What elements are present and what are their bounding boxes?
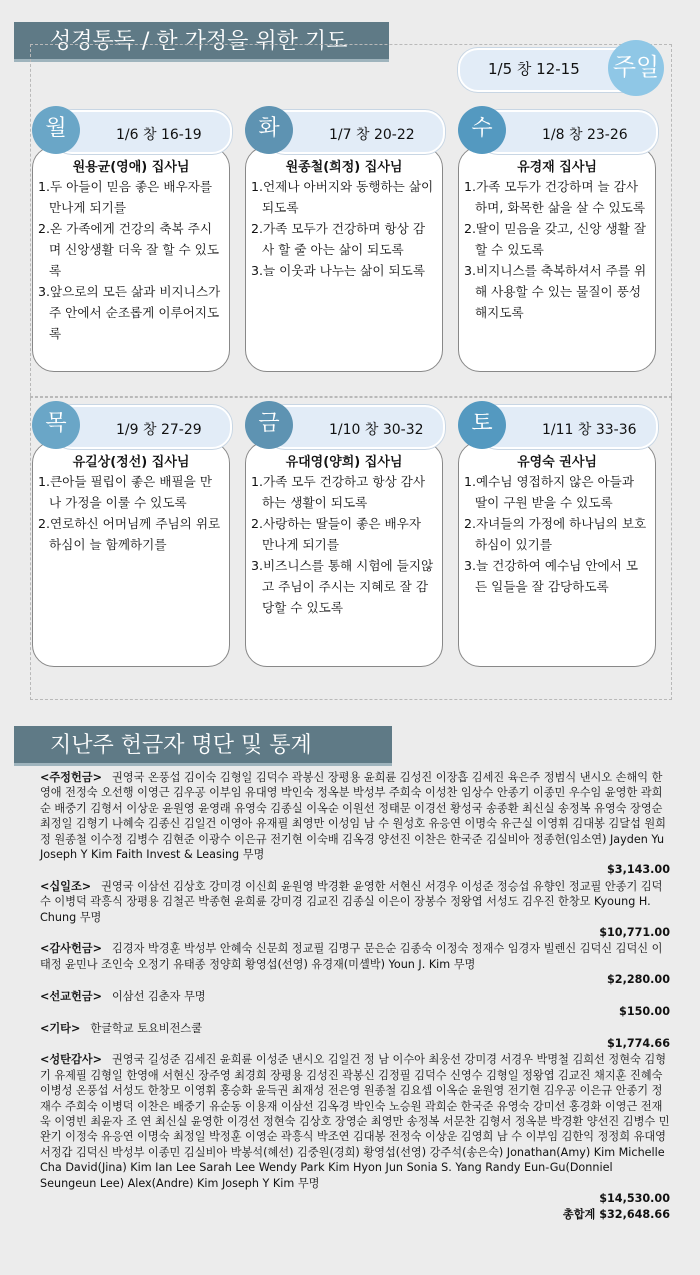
donor-text: 권영국 길성준 김세진 윤희륜 이성준 낸시오 김일건 정 남 이수아 최웅선 강미경 서경우 박명철 김희선 정현숙 김형기 유제필 김형일 한영애 서현신 장주영 최경희 장평용 김성진 곽봉신 김정필 김덕수 신영수 김형일 정왕엽 김교진 채지훈 진혜숙 이병성 온풍섭 서성도 한창모 이영휘 홍승화 윤득권 최재성 전은영 원종철 김요셉 이옥순 윤원영 전기현 김우공 이은규 안종기 정재수 주희숙 이병덕 이찬은 배중기 유순동 이용재 이삼선 김옥경 박인숙 노승원 곽희순 한국준 유영숙 강미선 홍경화 이영근 전재욱 이영빈 최윤자 조 연 최신실 윤영한 이경선 정현숙 김상호 장영순 최영만 송정복 서문찬 김형서 정옥분 박경환 양선진 김병수 민완기 이정숙 유응연 이명숙 최정일 박정훈 이영순 곽흥식 박조연 김대봉 전정숙 이상운 김영희 남 수 이부임 김한익 정정희 유대영 서정갑 김덕신 박성부 이종민 김실비아 박봉석(혜선) 김중원(경희) 황영섭(선영) 강주석(송은숙) Jonathan(Amy) Kim Michelle Cha David(Jina) Kim Ian Lee Sarah Lee Wendy Park Kim Hyon Jun Sonia S. Yang Randy Eun-Gu(Donniel Seungeun Lee) Alex(Andre) Kim Joseph Y Kim 무명 <box>40 1053 670 1190</box>
prayer-item: 2.연로하신 어머님께 주님의 위로하심이 늘 함께하기를 <box>38 516 221 552</box>
prayer-list <box>464 471 650 597</box>
offering-label: <감사헌금> <box>40 942 102 956</box>
prayer-card <box>245 110 443 372</box>
offering-label: <기타> <box>40 1021 81 1035</box>
offering-amount: $1,774.66 <box>607 1036 670 1050</box>
donor-text: 김경자 박경훈 박성부 안혜숙 신문희 정교필 김명구 문은순 김종숙 이정숙 정재수 임경자 빌렌신 김덕신 김덕신 이태정 윤민나 조인숙 오정기 유태종 정양희 황영섭(선영) 유경재(미셸박) Youn J. Kim 무명 <box>40 942 663 971</box>
day-badge: 수 <box>458 106 506 154</box>
family-name: 유대영(양희) 집사님 <box>285 455 403 470</box>
prayer-list <box>251 471 437 618</box>
donor-names <box>40 941 670 972</box>
offering-amount: $2,280.00 <box>607 973 670 987</box>
scripture-ref: 1/6 창 16-19 <box>116 127 202 143</box>
scripture-ref: 1/9 창 27-29 <box>116 422 202 438</box>
family-name: 유영숙 권사님 <box>517 455 597 470</box>
prayer-item: 1.큰아들 필립이 좋은 배필을 만나 가정을 이룰 수 있도록 <box>38 474 213 510</box>
prayer-list <box>464 176 650 323</box>
day-badge: 금 <box>245 401 293 449</box>
prayer-list <box>251 176 437 281</box>
prayer-card <box>458 110 656 372</box>
offering-label: <선교헌금> <box>40 989 102 1003</box>
donor-names <box>40 1052 670 1191</box>
family-name: 유길상(정선) 집사님 <box>72 455 190 470</box>
day-badge: 월 <box>32 106 80 154</box>
donor-text: 권영국 이삼선 김상호 강미경 이신희 윤원영 박경환 윤영한 서현신 서경우 이성준 정승섭 유향인 정교필 안종기 김덕수 이병덕 곽흥식 장평용 김철곤 박종현 윤희륜 강미경 김교진 김종실 이은이 장봉수 정왕엽 서성도 김우진 한창모 Kyoung H. Chung 무명 <box>40 879 663 924</box>
offering-title: 지난주 헌금자 명단 및 통계 <box>14 726 392 766</box>
offering-section <box>40 989 670 1020</box>
day-badge: 목 <box>32 401 80 449</box>
divider <box>30 396 672 398</box>
offering-section <box>40 1021 670 1052</box>
prayer-item: 1.두 아들이 믿음 좋은 배우자를 만나게 되기를 <box>38 179 213 215</box>
prayer-item: 1.예수님 영접하지 않은 아들과 딸이 구원 받을 수 있도록 <box>464 474 635 510</box>
page-title: 성경통독 / 한 가정을 위한 기도 <box>14 22 389 62</box>
offering-total: 총합계 $32,648.66 <box>562 1208 670 1222</box>
scripture-ref: 1/10 창 30-32 <box>329 422 424 438</box>
prayer-item: 3.늘 건강하여 예수님 안에서 모든 일들을 잘 감당하도록 <box>464 558 639 594</box>
prayer-item: 2.가족 모두가 건강하며 항상 감사 할 줄 아는 삶이 되도록 <box>251 221 426 257</box>
family-name: 유경재 집사님 <box>517 160 597 175</box>
offering-amount: $10,771.00 <box>599 926 670 940</box>
prayer-item: 2.자녀들의 가정에 하나님의 보호하심이 있기를 <box>464 516 647 552</box>
offering-label: <성탄감사> <box>40 1053 102 1067</box>
prayer-item: 3.앞으로의 모든 삶과 비지니스가 주 안에서 순조롭게 이루어지도록 <box>38 284 221 341</box>
offering-label: <주정헌금> <box>40 771 102 784</box>
prayer-list <box>38 471 224 555</box>
prayer-item: 2.딸이 믿음을 갖고, 신앙 생활 잘 할 수 있도록 <box>464 221 647 257</box>
day-badge: 토 <box>458 401 506 449</box>
offering-label: <십일조> <box>40 879 92 893</box>
offering-section <box>40 879 670 941</box>
offering-section <box>40 941 670 987</box>
family-name: 원용균(영애) 집사님 <box>72 160 190 175</box>
donor-text: 한글학교 토요비전스쿨 <box>90 1021 203 1035</box>
prayer-list <box>38 176 224 344</box>
donor-names <box>40 989 670 1004</box>
donor-names <box>40 879 670 925</box>
prayer-item: 3.비지니스를 축복하셔서 주를 위해 사용할 수 있는 물질이 풍성해지도록 <box>464 263 647 320</box>
donor-names <box>40 1021 670 1036</box>
prayer-item: 3.비즈니스를 통해 시험에 들지않고 주님이 주시는 지혜로 잘 감당할 수 있도록 <box>251 558 434 615</box>
sunday-ref: 1/5 창 12-15 <box>488 60 580 78</box>
prayer-item: 2.사랑하는 딸들이 좋은 배우자 만나게 되기를 <box>251 516 422 552</box>
offering-list <box>40 770 670 1223</box>
prayer-card <box>32 405 230 667</box>
scripture-ref: 1/8 창 23-26 <box>542 127 628 143</box>
sunday-badge: 주일 <box>608 40 664 96</box>
scripture-ref: 1/7 창 20-22 <box>329 127 415 143</box>
offering-amount: $3,143.00 <box>607 863 670 877</box>
donor-text: 권영국 온풍섭 김이숙 김형일 김덕수 곽봉신 장평용 윤희륜 김성진 이장흡 김세진 육은주 정범식 낸시오 손해익 한영애 전정숙 오선행 이영근 김우공 이부임 유대영 박인숙 정옥분 박성부 주희숙 이성찬 임상수 안종기 이종민 우수임 윤영한 곽희순 배중기 김형서 이상운 윤원영 윤영래 유영숙 김종실 이옥순 이원선 정태문 이경선 황성국 송종환 최신실 송정복 유영숙 장영순 최정일 김형기 나혜숙 김종신 김일건 이영아 유재필 최영만 이성임 남 수 원성호 유응연 이명숙 유근실 이영휘 김대봉 김달섭 원희정 원종철 이수정 김병수 김현준 이광수 이은규 전기현 이숙배 김옥경 양선진 이찬은 한국준 김실비아 정종헌(임소연) Jayden Yu Joseph Y Kim Faith Invest & Leasing 무명 <box>40 771 666 862</box>
scripture-ref: 1/11 창 33-36 <box>542 422 637 438</box>
sunday-reading <box>458 44 658 90</box>
prayer-item: 1.가족 모두가 건강하며 늘 감사하며, 화목한 삶을 살 수 있도록 <box>464 179 646 215</box>
prayer-card <box>458 405 656 667</box>
prayer-item: 1.가족 모두 건강하고 항상 감사하는 생활이 되도록 <box>251 474 426 510</box>
prayer-item: 1.언제나 아버지와 동행하는 삶이 되도록 <box>251 179 434 215</box>
offering-section <box>40 770 670 878</box>
prayer-card <box>245 405 443 667</box>
prayer-card <box>32 110 230 372</box>
offering-amount: $14,530.00 <box>599 1191 670 1205</box>
donor-text: 이삼선 김춘자 무명 <box>111 989 206 1003</box>
prayer-item: 2.온 가족에게 건강의 축복 주시며 신앙생활 더욱 잘 할 수 있도록 <box>38 221 220 278</box>
offering-amount: $150.00 <box>619 1005 670 1019</box>
prayer-item: 3.늘 이웃과 나누는 삶이 되도록 <box>251 263 426 278</box>
day-badge: 화 <box>245 106 293 154</box>
family-name: 원종철(희정) 집사님 <box>285 160 403 175</box>
donor-names <box>40 770 670 862</box>
offering-section <box>40 1052 670 1206</box>
